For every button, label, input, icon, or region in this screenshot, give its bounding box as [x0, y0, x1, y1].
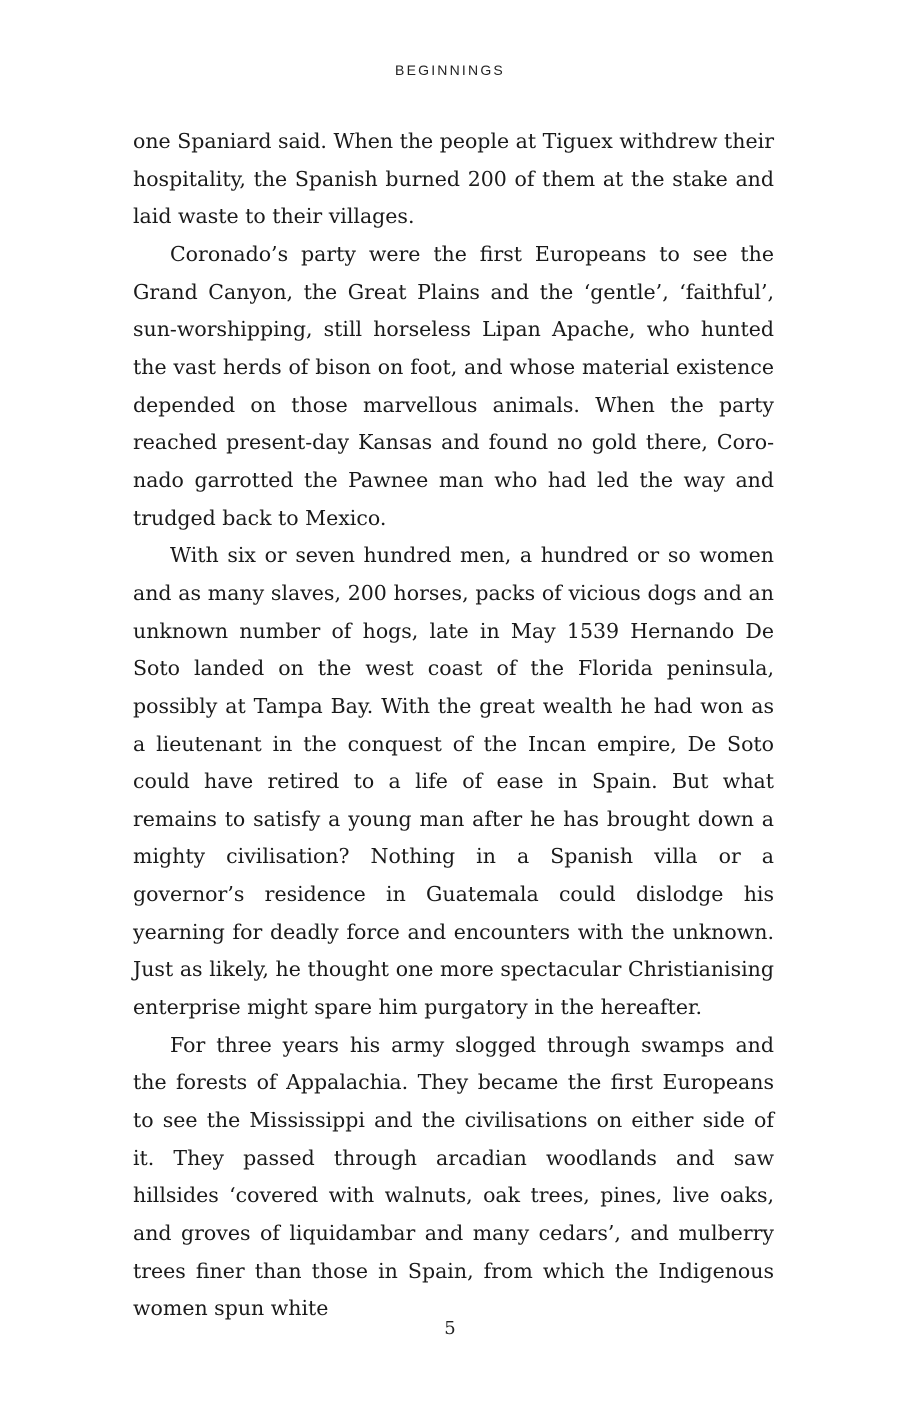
paragraph-1: one Spaniard said. When the people at Tiguex withdrew their hospitality, the Spanish burned 200 of them at the stake and laid waste to their villages.	[133, 129, 774, 229]
running-head: BEGINNINGS	[395, 62, 505, 78]
paragraph-3: With six or seven hundred men, a hundred or so women and as many slaves, 200 horses, packs of vicious dogs and an unknown number of hogs, late in May 1539 Hernando De Soto landed on the west coast of the Florida peninsula, possibly at Tampa Bay. With the great wealth he had won as a lieutenant in the conquest of the Incan empire, De Soto could have retired to a life of ease in Spain. But what remains to satisfy a young man after he has brought down a mighty civilisation? Nothing in a Spanish villa or a governor’s residence in Guatemala could dislodge his yearning for deadly force and encounters with the unknown. Just as likely, he thought one more spectacular Christianising enterprise might spare him purgatory in the hereafter.	[133, 543, 774, 1020]
body-text	[133, 123, 774, 1328]
page-number: 5	[444, 1318, 456, 1339]
paragraph-4: For three years his army slogged through swamps and the forests of Appalachia. They became the first Europeans to see the Mississippi and the civilisations on either side of it. They passed through arcadian woodlands and saw hillsides ‘covered with walnuts, oak trees, pines, live oaks, and groves of liquidambar and many cedars’, and mulberry trees finer than those in Spain, from which the Indigenous women spun white	[133, 1032, 774, 1321]
paragraph-2: Coronado’s party were the first Europeans to see the Grand Canyon, the Great Plains and the ‘gentle’, ‘faithful’, sun-worshipping, still horseless Lipan Apache, who hunted the vast herds of bison on foot, and whose material existence depended on those marvellous animals. When the party reached present-day Kansas and found no gold there, Coronado garrotted the Pawnee man who had led the way and trudged back to Mexico.	[133, 241, 774, 530]
